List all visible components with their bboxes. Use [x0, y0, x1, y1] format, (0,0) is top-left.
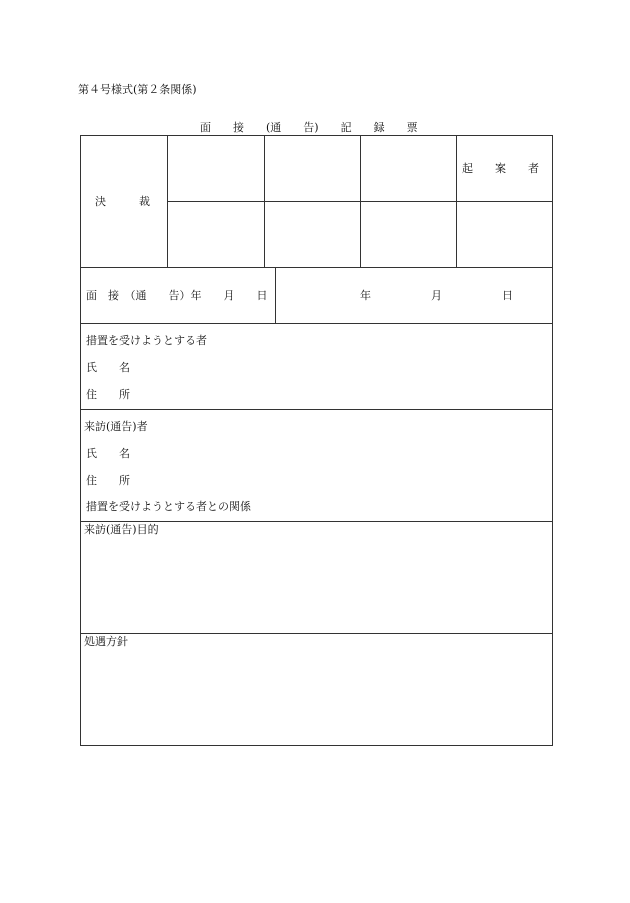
subject-heading: 措置を受けようとする者: [86, 334, 207, 347]
date-month: 月: [431, 289, 442, 302]
form-number: 第４号様式(第２条関係): [78, 83, 197, 96]
interview-date-label: 面 接 （通 告）年 月 日: [86, 289, 268, 302]
row-divider: [80, 323, 553, 324]
stamp-cell[interactable]: [361, 136, 455, 200]
purpose-heading: 来訪(通告)目的: [84, 523, 159, 536]
form-title: 面 接 (通 告) 記 録 票: [200, 121, 418, 134]
stamp-cell[interactable]: [168, 136, 263, 200]
row-divider: [80, 409, 553, 410]
row-divider: [80, 521, 553, 522]
visitor-heading: 来訪(通告)者: [84, 420, 148, 433]
visitor-name-label: 氏 名: [86, 447, 130, 460]
date-year: 年: [360, 289, 371, 302]
approval-label: 決 裁: [95, 195, 150, 208]
drafter-label: 起 案 者: [462, 162, 539, 175]
visitor-address-label: 住 所: [86, 474, 130, 487]
drafter-stamp-cell[interactable]: [457, 202, 552, 266]
stamp-cell[interactable]: [168, 202, 263, 266]
date-divider: [275, 267, 276, 323]
visitor-relation-label: 措置を受けようとする者との関係: [86, 500, 251, 513]
stamp-cell[interactable]: [265, 136, 359, 200]
stamp-cell[interactable]: [265, 202, 359, 266]
row-divider: [80, 633, 553, 634]
stamp-cell[interactable]: [361, 202, 455, 266]
subject-name-label: 氏 名: [86, 361, 130, 374]
row-divider: [80, 267, 553, 268]
subject-address-label: 住 所: [86, 388, 130, 401]
policy-heading: 処遇方針: [84, 635, 128, 648]
date-day: 日: [502, 289, 513, 302]
